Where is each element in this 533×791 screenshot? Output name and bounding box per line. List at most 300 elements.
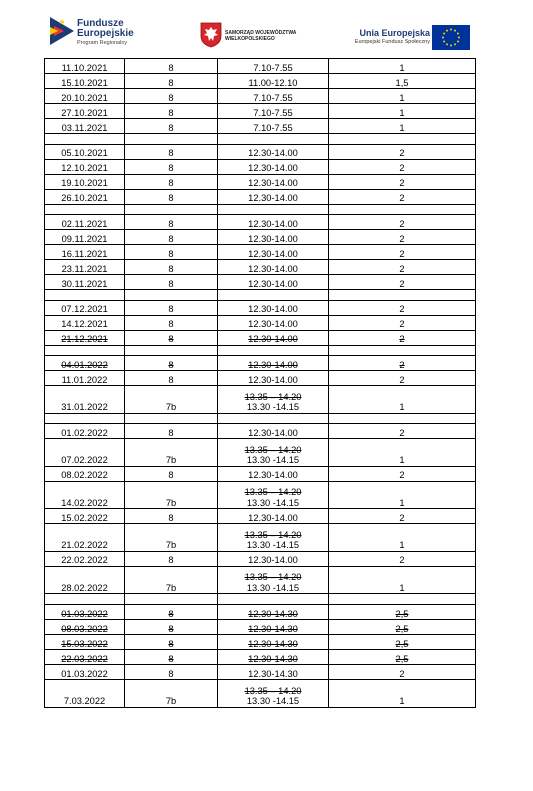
date-text: 14.02.2022 bbox=[61, 497, 108, 508]
table-row bbox=[45, 315, 476, 330]
time-cell bbox=[218, 300, 329, 315]
time-text: 13.30 -14.15 bbox=[246, 540, 300, 551]
time-text: 12.30-14.00 bbox=[248, 163, 298, 174]
time-text: 12.30-14.00 bbox=[248, 218, 298, 229]
hours-text: 1 bbox=[399, 455, 405, 466]
time-cell bbox=[218, 144, 329, 159]
time-cell bbox=[218, 466, 329, 481]
class-cell bbox=[125, 371, 218, 386]
hours-text: 2,5 bbox=[395, 653, 409, 664]
hours-text: 2 bbox=[399, 319, 405, 330]
time-cell bbox=[218, 260, 329, 275]
table-row bbox=[45, 439, 476, 467]
class-text: 8 bbox=[168, 304, 174, 315]
class-cell bbox=[125, 551, 218, 566]
date-text: 07.02.2022 bbox=[61, 455, 108, 466]
table-row bbox=[45, 300, 476, 315]
table-row bbox=[45, 481, 476, 509]
time-cell bbox=[218, 524, 329, 552]
date-text: 27.10.2021 bbox=[61, 107, 108, 118]
hours-text: 2 bbox=[399, 334, 405, 345]
hours-text: 2 bbox=[399, 278, 405, 289]
class-text: 8 bbox=[168, 178, 174, 189]
time-cell bbox=[218, 635, 329, 650]
class-text: 8 bbox=[168, 359, 174, 370]
class-text: 8 bbox=[168, 77, 174, 88]
hours-text: 2 bbox=[399, 218, 405, 229]
hours-text: 2 bbox=[399, 248, 405, 259]
hours-cell bbox=[329, 245, 476, 260]
date-text: 16.11.2021 bbox=[61, 248, 108, 259]
old-time-text: 13.35 – 14.20 bbox=[244, 572, 302, 583]
time-cell bbox=[218, 74, 329, 89]
table-row bbox=[45, 245, 476, 260]
time-cell bbox=[218, 424, 329, 439]
old-time-text: 13.35 – 14.20 bbox=[244, 391, 302, 402]
class-text: 7b bbox=[165, 582, 177, 593]
ue-logo-subtitle: Europejski Fundusz Społeczny bbox=[354, 39, 430, 45]
class-cell bbox=[125, 635, 218, 650]
eu-flag-icon bbox=[432, 25, 470, 50]
time-text: 12.30-14.00 bbox=[248, 263, 298, 274]
hours-cell bbox=[329, 104, 476, 119]
class-text: 8 bbox=[168, 427, 174, 438]
table-row bbox=[45, 509, 476, 524]
class-text: 8 bbox=[168, 470, 174, 481]
class-cell bbox=[125, 481, 218, 509]
hours-cell bbox=[329, 605, 476, 620]
hours-cell bbox=[329, 466, 476, 481]
time-cell bbox=[218, 680, 329, 708]
hours-cell bbox=[329, 230, 476, 245]
class-text: 8 bbox=[168, 62, 174, 73]
time-text: 12.30-14.00 bbox=[248, 193, 298, 204]
date-text: 20.10.2021 bbox=[61, 92, 108, 103]
eu-star bbox=[454, 43, 456, 45]
class-text: 8 bbox=[168, 92, 174, 103]
eu-star bbox=[443, 33, 445, 35]
fe-logo-title: Fundusze Europejskie bbox=[77, 18, 134, 39]
hours-cell bbox=[329, 620, 476, 635]
time-cell bbox=[218, 345, 329, 356]
hours-cell bbox=[329, 566, 476, 594]
time-cell bbox=[218, 605, 329, 620]
class-text: 7b bbox=[165, 696, 177, 707]
date-cell bbox=[45, 481, 125, 509]
date-cell bbox=[45, 680, 125, 708]
hours-text: 2 bbox=[399, 233, 405, 244]
table-spacer-row bbox=[45, 290, 476, 301]
date-cell bbox=[45, 245, 125, 260]
time-text: 12.30-14.00 bbox=[248, 555, 298, 566]
eu-star bbox=[442, 37, 444, 39]
class-text: 8 bbox=[168, 512, 174, 523]
class-text: 8 bbox=[168, 334, 174, 345]
class-text: 7b bbox=[165, 455, 177, 466]
time-text: 13.30 -14.15 bbox=[246, 402, 300, 413]
eu-star bbox=[446, 43, 448, 45]
table-row bbox=[45, 74, 476, 89]
class-cell bbox=[125, 215, 218, 230]
table-row bbox=[45, 59, 476, 74]
old-time-text: 13.35 – 14.20 bbox=[244, 444, 302, 455]
date-cell bbox=[45, 189, 125, 204]
class-cell bbox=[125, 620, 218, 635]
hours-text: 2 bbox=[399, 427, 405, 438]
date-text: 14.12.2021 bbox=[61, 319, 108, 330]
date-cell bbox=[45, 230, 125, 245]
hours-cell bbox=[329, 551, 476, 566]
time-text: 12.30-14.00 bbox=[248, 374, 298, 385]
date-text: 22.02.2022 bbox=[61, 555, 108, 566]
class-text: 8 bbox=[168, 555, 174, 566]
time-text: 7.10-7.55 bbox=[253, 92, 293, 103]
ue-logo-title: Unia Europejska bbox=[359, 28, 430, 38]
table-row bbox=[45, 680, 476, 708]
date-text: 21.12.2021 bbox=[61, 334, 108, 345]
date-cell bbox=[45, 551, 125, 566]
time-cell bbox=[218, 413, 329, 424]
date-text: 22.03.2022 bbox=[61, 653, 108, 664]
date-cell bbox=[45, 144, 125, 159]
table-row bbox=[45, 635, 476, 650]
table-row bbox=[45, 650, 476, 665]
time-cell bbox=[218, 594, 329, 605]
eu-star bbox=[450, 45, 452, 47]
time-cell bbox=[218, 290, 329, 301]
table-row bbox=[45, 386, 476, 414]
table-row bbox=[45, 371, 476, 386]
class-cell bbox=[125, 594, 218, 605]
old-time-text: 13.35 – 14.20 bbox=[244, 529, 302, 540]
date-text: 19.10.2021 bbox=[61, 178, 108, 189]
hours-cell bbox=[329, 386, 476, 414]
hours-cell bbox=[329, 290, 476, 301]
time-text: 12.30-14.00 bbox=[248, 278, 298, 289]
time-text: 12.30-14.30 bbox=[248, 608, 298, 619]
class-cell bbox=[125, 605, 218, 620]
time-text: 7.10-7.55 bbox=[253, 122, 293, 133]
hours-text: 1 bbox=[399, 402, 405, 413]
time-text: 12.30-14.00 bbox=[248, 233, 298, 244]
class-cell bbox=[125, 189, 218, 204]
table-row bbox=[45, 524, 476, 552]
hours-cell bbox=[329, 439, 476, 467]
time-cell bbox=[218, 174, 329, 189]
date-text: 09.11.2021 bbox=[61, 233, 108, 244]
class-cell bbox=[125, 144, 218, 159]
time-text: 12.30-14.30 bbox=[248, 668, 298, 679]
eu-star bbox=[450, 29, 452, 31]
time-cell bbox=[218, 551, 329, 566]
hours-cell bbox=[329, 665, 476, 680]
hours-text: 2 bbox=[399, 178, 405, 189]
hours-cell bbox=[329, 159, 476, 174]
date-text: 23.11.2021 bbox=[61, 263, 108, 274]
date-cell bbox=[45, 119, 125, 134]
hours-text: 2,5 bbox=[395, 638, 409, 649]
table-row bbox=[45, 551, 476, 566]
class-text: 8 bbox=[168, 248, 174, 259]
wielkopolska-logo bbox=[200, 22, 300, 52]
time-cell bbox=[218, 665, 329, 680]
table-spacer-row bbox=[45, 134, 476, 145]
hours-cell bbox=[329, 59, 476, 74]
date-cell bbox=[45, 104, 125, 119]
hours-cell bbox=[329, 509, 476, 524]
class-cell bbox=[125, 275, 218, 290]
hours-cell bbox=[329, 680, 476, 708]
date-cell bbox=[45, 89, 125, 104]
fundusze-europejskie-logo bbox=[50, 17, 160, 55]
class-cell bbox=[125, 245, 218, 260]
hours-text: 2,5 bbox=[395, 608, 409, 619]
date-cell bbox=[45, 371, 125, 386]
hours-cell bbox=[329, 260, 476, 275]
time-cell bbox=[218, 620, 329, 635]
date-cell bbox=[45, 290, 125, 301]
time-text: 12.30-14.00 bbox=[248, 304, 298, 315]
hours-cell bbox=[329, 134, 476, 145]
time-text: 7.10-7.55 bbox=[253, 107, 293, 118]
table-row bbox=[45, 119, 476, 134]
date-text: 15.02.2022 bbox=[61, 512, 108, 523]
time-text: 13.30 -14.15 bbox=[246, 497, 300, 508]
date-text: 15.10.2021 bbox=[61, 77, 108, 88]
hours-cell bbox=[329, 300, 476, 315]
date-text: 11.01.2022 bbox=[61, 374, 108, 385]
class-cell bbox=[125, 89, 218, 104]
class-cell bbox=[125, 74, 218, 89]
time-cell bbox=[218, 189, 329, 204]
time-text: 12.30-14.00 bbox=[248, 334, 298, 345]
hours-text: 1,5 bbox=[395, 77, 409, 88]
date-cell bbox=[45, 413, 125, 424]
class-cell bbox=[125, 300, 218, 315]
class-text: 8 bbox=[168, 233, 174, 244]
class-cell bbox=[125, 315, 218, 330]
hours-text: 2 bbox=[399, 163, 405, 174]
class-cell bbox=[125, 386, 218, 414]
hours-cell bbox=[329, 594, 476, 605]
date-text: 07.12.2021 bbox=[61, 304, 108, 315]
class-text: 8 bbox=[168, 608, 174, 619]
class-cell bbox=[125, 290, 218, 301]
class-cell bbox=[125, 650, 218, 665]
hours-cell bbox=[329, 315, 476, 330]
time-cell bbox=[218, 650, 329, 665]
class-cell bbox=[125, 680, 218, 708]
date-cell bbox=[45, 174, 125, 189]
date-text: 01.03.2022 bbox=[61, 668, 108, 679]
hours-text: 2 bbox=[399, 304, 405, 315]
class-cell bbox=[125, 174, 218, 189]
time-cell bbox=[218, 119, 329, 134]
class-cell bbox=[125, 424, 218, 439]
class-text: 8 bbox=[168, 374, 174, 385]
table-row bbox=[45, 275, 476, 290]
date-cell bbox=[45, 260, 125, 275]
date-text: 04.01.2022 bbox=[61, 359, 108, 370]
time-text: 12.30-14.00 bbox=[248, 148, 298, 159]
date-cell bbox=[45, 665, 125, 680]
hours-text: 1 bbox=[399, 696, 405, 707]
table-row bbox=[45, 424, 476, 439]
hours-cell bbox=[329, 424, 476, 439]
table-row bbox=[45, 566, 476, 594]
date-cell bbox=[45, 466, 125, 481]
date-text: 01.03.2022 bbox=[61, 608, 108, 619]
date-cell bbox=[45, 330, 125, 345]
class-text: 8 bbox=[168, 193, 174, 204]
class-text: 7b bbox=[165, 402, 177, 413]
hours-text: 2 bbox=[399, 359, 405, 370]
time-cell bbox=[218, 315, 329, 330]
time-cell bbox=[218, 386, 329, 414]
class-text: 8 bbox=[168, 278, 174, 289]
time-cell bbox=[218, 439, 329, 467]
time-cell bbox=[218, 371, 329, 386]
time-text: 11.00-12.10 bbox=[248, 77, 298, 88]
class-text: 8 bbox=[168, 148, 174, 159]
table-row bbox=[45, 605, 476, 620]
time-cell bbox=[218, 356, 329, 371]
class-text: 8 bbox=[168, 623, 174, 634]
date-cell bbox=[45, 424, 125, 439]
date-text: 11.10.2021 bbox=[61, 62, 108, 73]
hours-text: 2 bbox=[399, 512, 405, 523]
hours-text: 2 bbox=[399, 668, 405, 679]
date-cell bbox=[45, 59, 125, 74]
eagle-shield-icon bbox=[200, 22, 222, 48]
time-cell bbox=[218, 204, 329, 215]
class-cell bbox=[125, 356, 218, 371]
date-cell bbox=[45, 620, 125, 635]
class-cell bbox=[125, 119, 218, 134]
time-text: 12.30-14.00 bbox=[248, 470, 298, 481]
time-cell bbox=[218, 89, 329, 104]
fundusze-europejskie-icon bbox=[50, 17, 74, 45]
table-spacer-row bbox=[45, 345, 476, 356]
class-text: 8 bbox=[168, 122, 174, 133]
time-text: 12.30-14.00 bbox=[248, 319, 298, 330]
old-time-text: 13.35 – 14.20 bbox=[244, 487, 302, 498]
date-text: 08.03.2022 bbox=[61, 623, 108, 634]
hours-text: 1 bbox=[399, 62, 405, 73]
hours-cell bbox=[329, 189, 476, 204]
hours-text: 1 bbox=[399, 582, 405, 593]
time-text: 13.30 -14.15 bbox=[246, 582, 300, 593]
hours-text: 2 bbox=[399, 193, 405, 204]
table-row bbox=[45, 89, 476, 104]
date-cell bbox=[45, 356, 125, 371]
eu-star bbox=[443, 41, 445, 43]
table-row bbox=[45, 665, 476, 680]
table-row bbox=[45, 260, 476, 275]
date-text: 01.02.2022 bbox=[61, 427, 108, 438]
hours-text: 1 bbox=[399, 122, 405, 133]
hours-text: 2 bbox=[399, 470, 405, 481]
class-cell bbox=[125, 59, 218, 74]
hours-text: 1 bbox=[399, 107, 405, 118]
class-cell bbox=[125, 413, 218, 424]
date-cell bbox=[45, 635, 125, 650]
unia-europejska-logo bbox=[336, 21, 476, 53]
schedule-table bbox=[44, 58, 476, 708]
class-cell bbox=[125, 524, 218, 552]
date-cell bbox=[45, 315, 125, 330]
time-text: 12.30-14.00 bbox=[248, 427, 298, 438]
table-row bbox=[45, 330, 476, 345]
time-cell bbox=[218, 215, 329, 230]
time-cell bbox=[218, 245, 329, 260]
hours-cell bbox=[329, 119, 476, 134]
table-row bbox=[45, 144, 476, 159]
class-cell bbox=[125, 204, 218, 215]
hours-cell bbox=[329, 330, 476, 345]
date-text: 03.11.2021 bbox=[61, 122, 108, 133]
wlkp-line1: SAMORZĄD WOJEWÓDZTWA bbox=[225, 30, 297, 36]
fe-logo-subtitle: Program Regionalny bbox=[77, 40, 128, 46]
date-cell bbox=[45, 275, 125, 290]
table-row bbox=[45, 620, 476, 635]
date-cell bbox=[45, 650, 125, 665]
hours-cell bbox=[329, 204, 476, 215]
hours-cell bbox=[329, 74, 476, 89]
table-row bbox=[45, 159, 476, 174]
time-cell bbox=[218, 509, 329, 524]
page-header bbox=[0, 0, 533, 58]
class-cell bbox=[125, 509, 218, 524]
date-cell bbox=[45, 524, 125, 552]
table-row bbox=[45, 104, 476, 119]
time-text: 7.10-7.55 bbox=[253, 62, 293, 73]
hours-text: 2 bbox=[399, 374, 405, 385]
time-text: 12.30-14.30 bbox=[248, 653, 298, 664]
eu-star bbox=[457, 41, 459, 43]
class-cell bbox=[125, 466, 218, 481]
hours-text: 1 bbox=[399, 540, 405, 551]
hours-cell bbox=[329, 650, 476, 665]
time-text: 12.30-14.30 bbox=[248, 638, 298, 649]
table-row bbox=[45, 174, 476, 189]
date-text: 7.03.2022 bbox=[63, 696, 106, 707]
date-cell bbox=[45, 345, 125, 356]
time-text: 13.30 -14.15 bbox=[246, 696, 300, 707]
eu-star bbox=[458, 37, 460, 39]
date-text: 05.10.2021 bbox=[61, 148, 108, 159]
time-text: 12.30-14.00 bbox=[248, 248, 298, 259]
time-cell bbox=[218, 330, 329, 345]
hours-cell bbox=[329, 215, 476, 230]
time-text: 12.30-14.00 bbox=[248, 359, 298, 370]
wlkp-line2: WIELKOPOLSKIEGO bbox=[225, 36, 275, 42]
class-cell bbox=[125, 345, 218, 356]
table-spacer-row bbox=[45, 204, 476, 215]
time-cell bbox=[218, 104, 329, 119]
hours-cell bbox=[329, 345, 476, 356]
date-text: 26.10.2021 bbox=[61, 193, 108, 204]
hours-cell bbox=[329, 481, 476, 509]
class-text: 8 bbox=[168, 653, 174, 664]
date-cell bbox=[45, 74, 125, 89]
class-cell bbox=[125, 230, 218, 245]
hours-cell bbox=[329, 89, 476, 104]
date-text: 08.02.2022 bbox=[61, 470, 108, 481]
hours-cell bbox=[329, 356, 476, 371]
class-text: 8 bbox=[168, 218, 174, 229]
class-text: 8 bbox=[168, 319, 174, 330]
